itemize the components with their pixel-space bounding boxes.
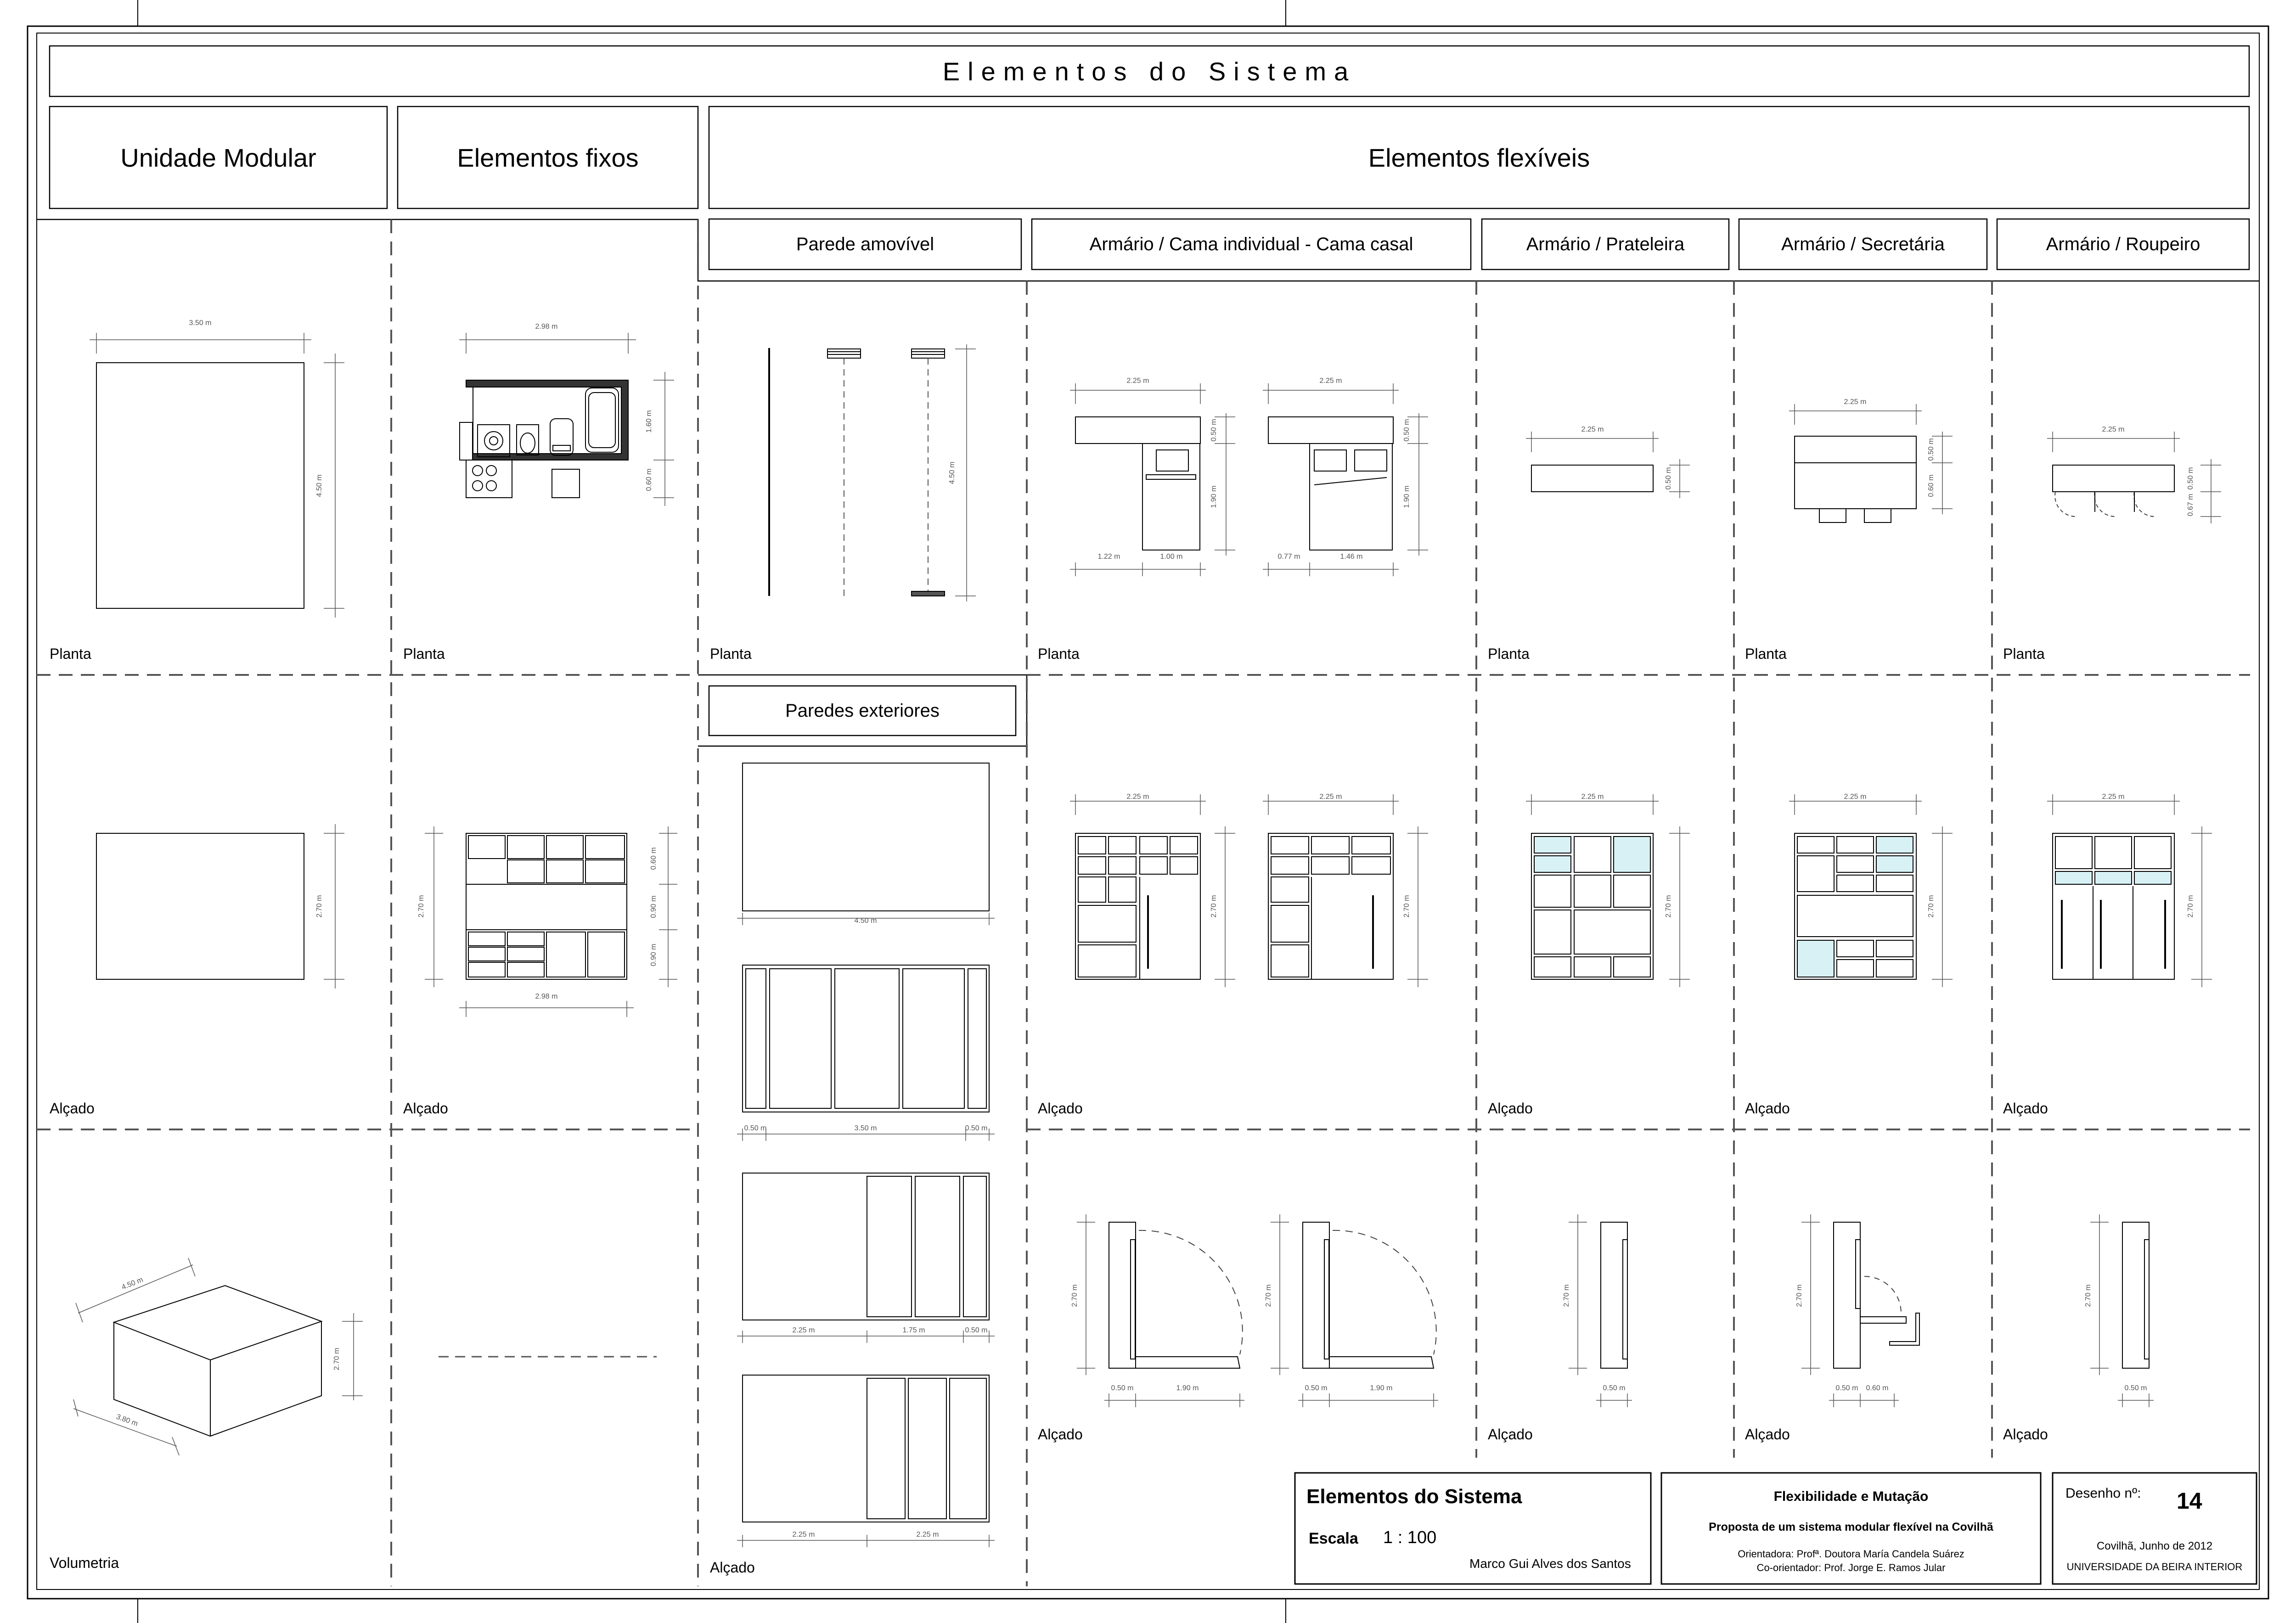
fixos-plan-h2: 0.60 m	[645, 468, 653, 491]
prat-sec-h: 2.70 m	[1563, 1284, 1570, 1307]
fixos-plan	[460, 380, 628, 498]
prat-plan-w: 2.25 m	[1581, 426, 1604, 433]
cama-i-a: 1.22 m	[1097, 553, 1120, 561]
cama-c-elev-w: 2.25 m	[1319, 793, 1342, 801]
cama-i-w: 2.25 m	[1126, 377, 1149, 385]
cama-c-w: 2.25 m	[1319, 377, 1342, 385]
tb-orientadora: Orientadora: Profª. Doutora María Candela Suárez	[1738, 1548, 1964, 1560]
label-volumetria: Volumetria	[50, 1555, 119, 1571]
tb-escala-label: Escala	[1309, 1530, 1358, 1547]
cama-i-b: 1.00 m	[1160, 553, 1183, 561]
ext-3-c: 0.50 m	[965, 1326, 988, 1334]
label-alcado-secretaria-sec: Alçado	[1745, 1426, 1790, 1443]
secr-plan-w: 2.25 m	[1844, 398, 1867, 406]
tb-subtitle: Proposta de um sistema modular flexível na Covilhã	[1709, 1520, 1993, 1533]
tb-drawing-title: Elementos do Sistema	[1306, 1485, 1522, 1508]
cama-i-depth: 0.50 m	[1210, 419, 1218, 442]
label-planta-roupeiro: Planta	[2003, 646, 2045, 662]
parede-plan	[769, 348, 945, 596]
secr-section	[1834, 1222, 1919, 1368]
unidade-plan-w: 3.50 m	[189, 319, 212, 327]
sub-armario-prateleira: Armário / Prateleira	[1526, 234, 1685, 254]
fixos-elev-r2: 0.90 m	[650, 895, 658, 918]
label-planta-cama: Planta	[1038, 646, 1080, 662]
sub-armario-cama: Armário / Cama individual - Cama casal	[1089, 234, 1413, 254]
cama-elevations	[1075, 833, 1393, 979]
sub-parede-amovivel: Parede amovível	[796, 234, 934, 254]
prat-plan-d: 0.50 m	[1665, 467, 1672, 490]
unidade-plan-h: 4.50 m	[315, 474, 323, 497]
cama-i-elev-w: 2.25 m	[1126, 793, 1149, 801]
cama-c-elev-h: 2.70 m	[1403, 895, 1411, 918]
cama-c-sec-h: 2.70 m	[1265, 1284, 1272, 1307]
cama-c-b: 1.46 m	[1340, 553, 1363, 561]
cama-c-sec-a: 0.50 m	[1305, 1384, 1328, 1392]
roup-plan-d1: 0.50 m	[2187, 467, 2195, 490]
ext-3-b: 1.75 m	[902, 1326, 925, 1334]
roup-elevation	[2053, 833, 2174, 979]
cama-c-a: 0.77 m	[1277, 553, 1300, 561]
secr-elevation	[1795, 833, 1916, 979]
fixos-elev-h: 2.70 m	[417, 895, 425, 918]
cama-c-len: 1.90 m	[1403, 485, 1411, 508]
prat-section	[1601, 1222, 1627, 1368]
unidade-vol-b: 3.80 m	[115, 1413, 139, 1428]
ext-1-w: 4.50 m	[854, 917, 877, 925]
unidade-volumetry	[114, 1286, 321, 1436]
tb-thesis: Flexibilidade e Mutação	[1773, 1489, 1929, 1504]
prat-plan	[1531, 465, 1653, 492]
parede-plan-h: 4.50 m	[948, 461, 956, 484]
roup-section	[2122, 1222, 2149, 1368]
unidade-elev-h: 2.70 m	[315, 895, 323, 918]
fixos-plan-h1: 1.60 m	[645, 410, 653, 433]
cama-i-elev-h: 2.70 m	[1210, 895, 1218, 918]
unidade-elevation	[96, 833, 304, 979]
label-alcado-prateleira-sec: Alçado	[1488, 1426, 1533, 1443]
roup-sec-a: 0.50 m	[2124, 1384, 2147, 1392]
fixos-plan-w: 2.98 m	[535, 323, 558, 331]
unidade-vol-a: 4.50 m	[120, 1275, 145, 1292]
label-alcado-roupeiro-sec: Alçado	[2003, 1426, 2048, 1443]
tb-escala-value: 1 : 100	[1383, 1528, 1437, 1547]
label-planta-fixos: Planta	[403, 646, 445, 662]
prat-sec-a: 0.50 m	[1603, 1384, 1626, 1392]
ext-2-a: 0.50 m	[744, 1124, 767, 1132]
fixos-elevation	[466, 833, 627, 979]
label-planta-parede: Planta	[710, 646, 752, 662]
tb-coorientador: Co-orientador: Prof. Jorge E. Ramos Jular	[1756, 1562, 1946, 1573]
label-alcado-roupeiro: Alçado	[2003, 1100, 2048, 1117]
label-planta-unidade: Planta	[50, 646, 91, 662]
col-elementos-fixos: Elementos fixos	[457, 143, 639, 172]
secr-sec-a: 0.50 m	[1835, 1384, 1858, 1392]
roup-sec-h: 2.70 m	[2084, 1284, 2092, 1307]
prat-elev-h: 2.70 m	[1665, 895, 1672, 918]
sub-armario-secretaria: Armário / Secretária	[1781, 234, 1945, 254]
cama-plans	[1075, 417, 1393, 550]
label-alcado-secretaria: Alçado	[1745, 1100, 1790, 1117]
label-alcado-cama: Alçado	[1038, 1100, 1083, 1117]
roup-plan-d2: 0.67 m	[2187, 494, 2195, 517]
tb-university: UNIVERSIDADE DA BEIRA INTERIOR	[2066, 1561, 2243, 1572]
exteriores-elevations	[743, 763, 989, 1522]
secr-plan-d1: 0.50 m	[1927, 438, 1935, 461]
unidade-plan-dims	[90, 333, 344, 618]
secr-sec-b: 0.60 m	[1866, 1384, 1889, 1392]
label-alcado-cama-sec: Alçado	[1038, 1426, 1083, 1443]
label-alcado-fixos: Alçado	[403, 1100, 448, 1117]
roup-plan-w: 2.25 m	[2102, 426, 2125, 433]
label-alcado-prateleira: Alçado	[1488, 1100, 1533, 1117]
label-alcado-exteriores: Alçado	[710, 1559, 755, 1576]
roup-elev-w: 2.25 m	[2102, 793, 2125, 801]
roup-plan	[2053, 465, 2174, 517]
ext-2-c: 0.50 m	[965, 1124, 988, 1132]
ext-4-b: 2.25 m	[916, 1531, 939, 1539]
sheet-title: Elementos do Sistema	[942, 56, 1356, 86]
tb-desenho-num: 14	[2177, 1488, 2202, 1514]
cama-i-sec-a: 0.50 m	[1111, 1384, 1134, 1392]
cama-sections	[1109, 1222, 1436, 1368]
tb-author: Marco Gui Alves dos Santos	[1469, 1556, 1631, 1571]
label-planta-secretaria: Planta	[1745, 646, 1787, 662]
cama-i-sec-b: 1.90 m	[1176, 1384, 1199, 1392]
prat-elevation	[1531, 833, 1653, 979]
secr-elev-h: 2.70 m	[1927, 895, 1935, 918]
cama-i-sec-h: 2.70 m	[1071, 1284, 1079, 1307]
label-alcado-unidade: Alçado	[50, 1100, 95, 1117]
secr-elev-w: 2.25 m	[1844, 793, 1867, 801]
grid-lines	[37, 219, 2250, 1586]
secr-plan-d2: 0.60 m	[1927, 474, 1935, 497]
ext-2-b: 3.50 m	[854, 1124, 877, 1132]
secr-plan	[1795, 436, 1916, 522]
ext-3-a: 2.25 m	[792, 1326, 815, 1334]
tb-place-date: Covilhã, Junho de 2012	[2096, 1540, 2213, 1552]
col-unidade-modular: Unidade Modular	[120, 143, 316, 172]
roup-elev-h: 2.70 m	[2187, 895, 2195, 918]
fixos-elev-r1: 0.60 m	[650, 847, 658, 870]
prat-elev-w: 2.25 m	[1581, 793, 1604, 801]
unidade-vol-h: 2.70 m	[333, 1348, 341, 1370]
cama-c-sec-b: 1.90 m	[1370, 1384, 1393, 1392]
cama-c-depth: 0.50 m	[1403, 419, 1411, 442]
col-elementos-flexiveis: Elementos flexíveis	[1368, 143, 1590, 172]
unidade-plan	[96, 363, 304, 608]
ext-4-a: 2.25 m	[792, 1531, 815, 1539]
sub-armario-roupeiro: Armário / Roupeiro	[2046, 234, 2200, 254]
fixos-elev-r3: 0.90 m	[650, 943, 658, 966]
label-planta-prateleira: Planta	[1488, 646, 1530, 662]
cama-i-len: 1.90 m	[1210, 485, 1218, 508]
sub-paredes-exteriores: Paredes exteriores	[785, 700, 940, 721]
fixos-elev-w: 2.98 m	[535, 993, 558, 1000]
secr-sec-h: 2.70 m	[1795, 1284, 1803, 1307]
tb-desenho-label: Desenho nº:	[2065, 1486, 2141, 1501]
